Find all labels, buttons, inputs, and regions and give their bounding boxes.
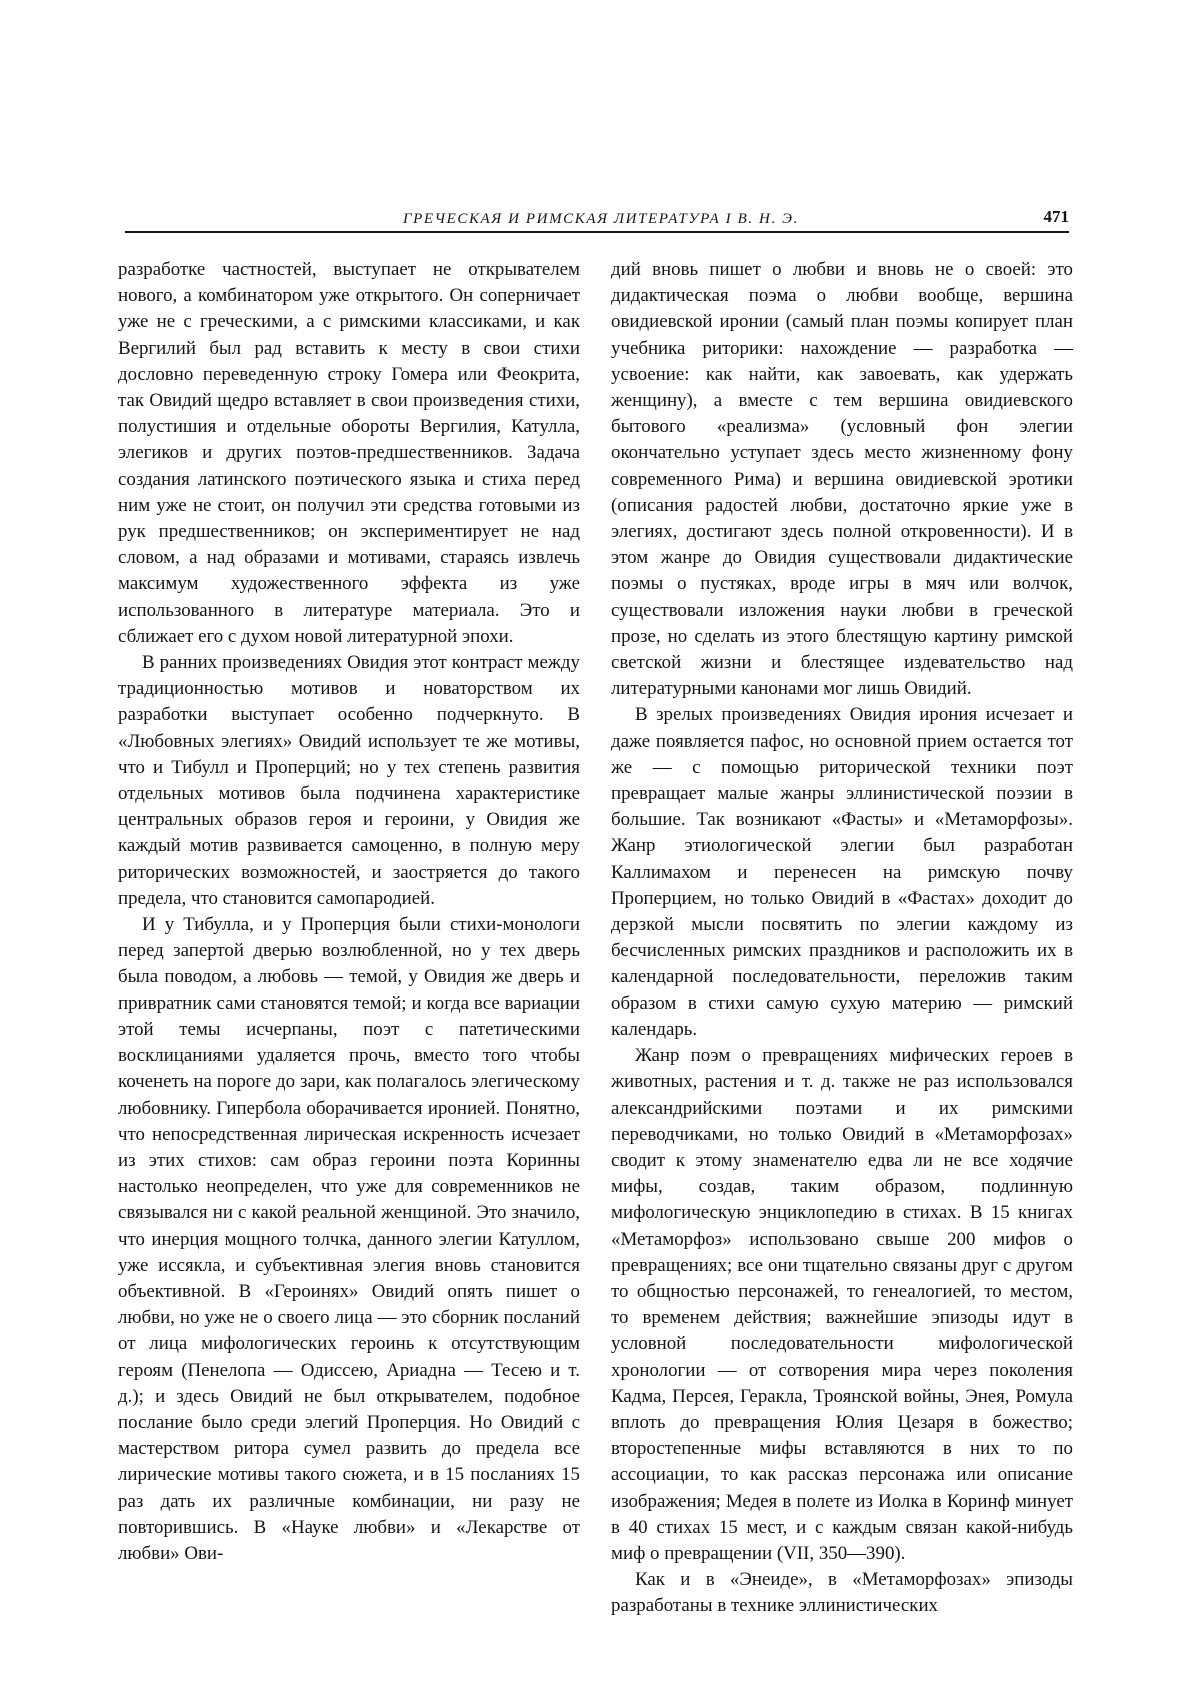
header-rule (125, 231, 1069, 233)
paragraph: В зрелых произведениях Овидия ирония исчезает и даже появляется пафос, но основной прием остается тот же — с помощью риторической техники поэт превращает малые жанры эллинистической поэзии в большие. Так возникают «Фасты» и «Метаморфозы». Жанр этиологической элегии был разработан Каллимахом и перенесен на римскую почву Проперцием, но только Овидий в «Фастах» доходит до дерзкой мысли посвятить по элегии каждому из бесчисленных римских праздников и расположить их в календарной последовательности, переложив таким образом в стихи самую сухую материю — римский календарь. (611, 704, 1073, 1040)
paragraph: Как и в «Энеиде», в «Метаморфозах» эпизоды разработаны в технике эллинистических (611, 1569, 1073, 1617)
page-header (125, 207, 1069, 233)
paragraph: Жанр поэм о превращениях мифических героев в животных, растения и т. д. также не раз использовался александрийскими поэтами и их римскими переводчиками, но только Овидий в «Метаморфозах» сводит к этому знаменателю едва ли не все ходячие мифы, создав, таким образом, подлинную мифологическую энциклопедию в стихах. В 15 книгах «Метаморфоз» использовано свыше 200 мифов о превращениях; все они тщательно связаны друг с другом то общностью персонажей, то генеалогией, то местом, то временем действия; важнейшие эпизоды идут в условной последовательности мифологической хронологии — от сотворения мира через поколения Кадма, Персея, Геракла, Троянской войны, Энея, Ромула вплоть до превращения Юлия Цезаря в божество; второстепенные мифы вставляются в них то по ассоциации, то как рассказ персонажа или описание изображения; Медея в полете из Иолка в Коринф минует в 40 стихах 15 мест, и с каждым связан какой-нибудь миф о превращении (VII, 350—390). (611, 1045, 1073, 1564)
left-column (118, 257, 580, 1567)
running-title: ГРЕЧЕСКАЯ И РИМСКАЯ ЛИТЕРАТУРА I В. Н. Э. (403, 211, 799, 227)
paragraph: дий вновь пишет о любви и вновь не о своей: это дидактическая поэма о любви вообще, вершина овидиевской иронии (самый план поэмы копирует план учебника риторики: нахождение — разработка — усвоение: как найти, как завоевать, как удержать женщину), а вместе с тем вершина овидиевского бытового «реализма» (условный фон элегии окончательно уступает здесь место жизненному фону современного Рима) и вершина овидиевской эротики (описания радостей любви, достаточно яркие уже в элегиях, достигают здесь полной откровенности). И в этом жанре до Овидия существовали дидактические поэмы о пустяках, вроде игры в мяч или волчок, существовали изложения науки любви в греческой прозе, но сделать из этого блестящую картину римской светской жизни и блестящее издевательство над литературными канонами мог лишь Овидий. (611, 259, 1073, 700)
page-number: 471 (1043, 207, 1069, 226)
right-column (611, 257, 1073, 1620)
paragraph: разработке частностей, выступает не открывателем нового, а комбинатором уже открытого. Он соперничает уже не с греческими, а с римскими классиками, и как Вергилий был рад вставить к месту в свои стихи дословно переведенную строку Гомера или Феокрита, так Овидий щедро вставляет в свои произведения стихи, полустишия и отдельные обороты Вергилия, Катулла, элегиков и других поэтов-предшественников. Задача создания латинского поэтического языка и стиха перед ним уже не стоит, он получил эти средства готовыми из рук предшественников; он экспериментирует не над словом, а над образами и мотивами, стараясь извлечь максимум художественного эффекта из уже использованного в литературе материала. Это и сближает его с духом новой литературной эпохи. (118, 259, 580, 647)
paragraph: В ранних произведениях Овидия этот контраст между традиционностью мотивов и новаторством их разработки выступает особенно подчеркнуто. В «Любовных элегиях» Овидий использует те же мотивы, что и Тибулл и Проперций; но у тех степень развития отдельных мотивов была подчинена характеристике центральных образов героя и героини, у Овидия же каждый мотив развивается самоценно, в полную меру риторических возможностей, и заостряется до такого предела, что становится самопародией. (118, 652, 580, 909)
paragraph: И у Тибулла, и у Проперция были стихи-монологи перед запертой дверью возлюбленной, но у тех дверь была поводом, а любовь — темой, у Овидия же дверь и привратник сами становятся темой; и когда все вариации этой темы исчерпаны, поэт с патетическими восклицаниями удаляется прочь, вместо того чтобы коченеть на пороге до зари, как полагалось элегическому любовнику. Гипербола оборачивается иронией. Понятно, что непосредственная лирическая искренность исчезает из этих стихов: сам образ героини поэта Коринны настолько неопределен, что уже для современников не связывался ни с какой реальной женщиной. Это значило, что инерция мощного толчка, данного элегии Катуллом, уже иссякла, и субъективная элегия вновь становится объективной. В «Героинях» Овидий опять пишет о любви, но уже не о своего лица — это сборник посланий от лица мифологических героинь к отсутствующим героям (Пенелопа — Одиссею, Ариадна — Тесею и т. д.); и здесь Овидий не был открывателем, подобное послание было среди элегий Проперция. Но Овидий с мастерством ритора сумел развить до предела все лирические мотивы такого сюжета, и в 15 посланиях 15 раз дать их различные комбинации, ни разу не повторившись. В «Науке любви» и «Лекарстве от любви» Ови- (118, 914, 580, 1564)
